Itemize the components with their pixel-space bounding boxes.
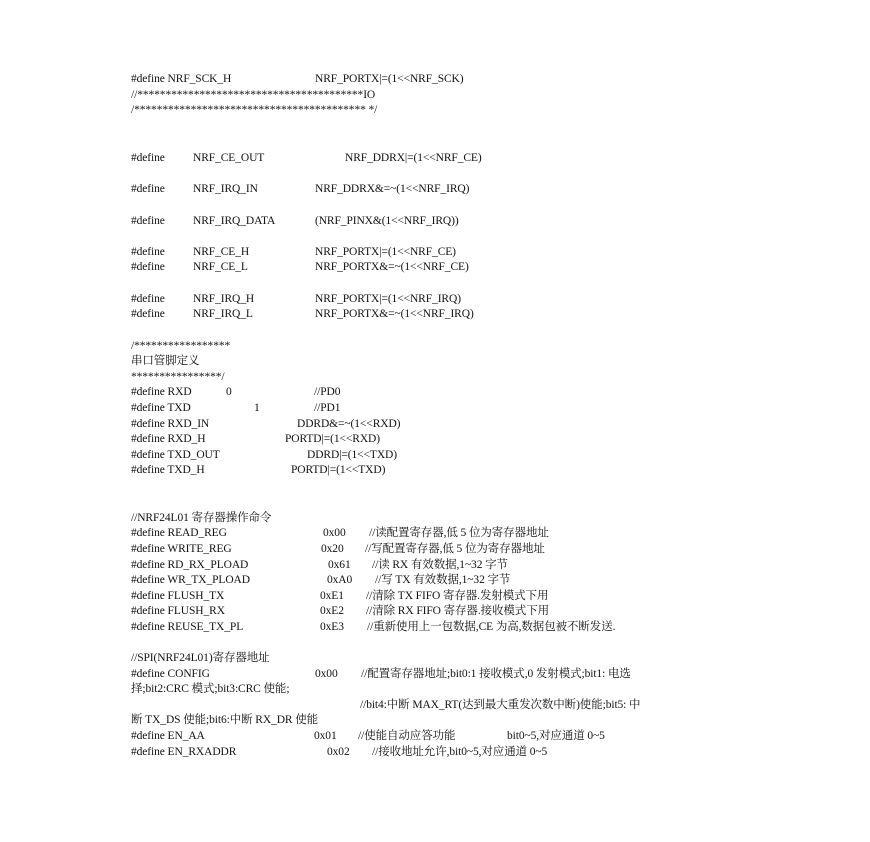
code-token: //读配置寄存器,低 5 位为寄存器地址 bbox=[369, 527, 549, 539]
code-token: //读 RX 有效数据,1~32 字节 bbox=[372, 559, 508, 571]
code-token: 0x61 bbox=[328, 559, 351, 571]
code-token: //清除 TX FIFO 寄存器.发射模式下用 bbox=[366, 590, 549, 602]
code-token: //使能自动应答功能 bbox=[358, 730, 456, 742]
code-line-wr-tx-pload bbox=[131, 572, 511, 588]
code-token: NRF_DDRX|=(1<<NRF_CE) bbox=[345, 152, 482, 164]
code-line-config-cont bbox=[131, 697, 641, 713]
code-line-ce-h bbox=[131, 244, 456, 260]
code-token: NRF_PORTX|=(1<<NRF_SCK) bbox=[315, 73, 464, 85]
code-token: //重新使用上一包数据,CE 为高,数据包被不断发送. bbox=[367, 621, 616, 633]
code-line-rxd bbox=[131, 384, 341, 400]
code-token: NRF_CE_OUT bbox=[193, 152, 265, 164]
code-token: NRF_PORTX|=(1<<NRF_IRQ) bbox=[315, 293, 461, 305]
code-token: #define bbox=[131, 215, 165, 227]
code-token: 0x00 bbox=[315, 668, 338, 680]
comment-line bbox=[131, 87, 376, 103]
comment-heading-spi-registers bbox=[131, 650, 270, 666]
code-line-rd-rx-pload bbox=[131, 557, 508, 573]
code-token: /***************** bbox=[131, 340, 231, 352]
code-token: 0x01 bbox=[314, 730, 337, 742]
comment-line bbox=[131, 338, 231, 354]
code-line-read-reg bbox=[131, 525, 549, 541]
code-token: //****************************************IO bbox=[131, 89, 376, 101]
code-token: #define RXD_IN bbox=[131, 418, 210, 430]
code-token: #define bbox=[131, 261, 165, 273]
code-line-config bbox=[131, 666, 631, 682]
comment-line bbox=[131, 369, 225, 385]
code-token: NRF_DDRX&=~(1<<NRF_IRQ) bbox=[315, 183, 470, 195]
code-line-irq-h bbox=[131, 291, 461, 307]
code-line-flush-tx bbox=[131, 588, 549, 604]
code-token: #define bbox=[131, 183, 165, 195]
code-token: #define bbox=[131, 308, 165, 320]
code-token: #define EN_AA bbox=[131, 730, 205, 742]
comment-line bbox=[131, 102, 378, 118]
code-line-txd-h bbox=[131, 462, 386, 478]
code-token: 0xA0 bbox=[327, 574, 353, 586]
code-token: #define bbox=[131, 293, 165, 305]
code-line-config-cont bbox=[131, 712, 319, 728]
code-token: #define REUSE_TX_PL bbox=[131, 621, 244, 633]
code-token: //PD0 bbox=[314, 386, 341, 398]
code-token: 0xE2 bbox=[320, 605, 344, 617]
code-token: #define RD_RX_PLOAD bbox=[131, 559, 249, 571]
code-line-en-aa bbox=[131, 728, 605, 744]
code-token: //接收地址允许,bit0~5,对应通道 0~5 bbox=[372, 746, 548, 758]
code-token: 0xE3 bbox=[320, 621, 344, 633]
code-token: 0x20 bbox=[321, 543, 344, 555]
code-token: #define bbox=[131, 246, 165, 258]
code-line-en-rxaddr bbox=[131, 744, 548, 760]
code-token: 择;bit2:CRC 模式;bit3:CRC 使能; bbox=[131, 683, 290, 695]
code-token: NRF_CE_L bbox=[193, 261, 248, 273]
code-token: //写 TX 有效数据,1~32 字节 bbox=[375, 574, 511, 586]
code-token: #define READ_REG bbox=[131, 527, 227, 539]
code-token: #define RXD_H bbox=[131, 433, 206, 445]
code-token: //NRF24L01 寄存器操作命令 bbox=[131, 512, 272, 524]
code-token: #define TXD bbox=[131, 402, 191, 414]
code-token: ****************/ bbox=[131, 371, 225, 383]
code-token: 0 bbox=[226, 386, 232, 398]
code-token: 0xE1 bbox=[320, 590, 344, 602]
code-token: PORTD|=(1<<TXD) bbox=[291, 464, 386, 476]
code-token: #define TXD_H bbox=[131, 464, 205, 476]
comment-heading-uart-pins bbox=[131, 353, 200, 369]
code-token: NRF_IRQ_H bbox=[193, 293, 255, 305]
code-line-sck-h bbox=[131, 71, 464, 87]
code-line-irq-data bbox=[131, 213, 459, 229]
comment-heading-register-commands bbox=[131, 510, 272, 526]
code-line-txd bbox=[131, 400, 341, 416]
code-line-irq-l bbox=[131, 306, 474, 322]
code-token: #define RXD bbox=[131, 386, 192, 398]
code-token: #define bbox=[131, 152, 165, 164]
code-line-write-reg bbox=[131, 541, 545, 557]
code-token: #define FLUSH_TX bbox=[131, 590, 225, 602]
code-token: (NRF_PINX&(1<<NRF_IRQ)) bbox=[315, 215, 459, 227]
code-token: 串口管脚定义 bbox=[131, 355, 200, 367]
code-token: //bit4:中断 MAX_RT(达到最大重发次数中断)使能;bit5: 中 bbox=[360, 699, 641, 711]
code-token: 1 bbox=[254, 402, 260, 414]
code-token: DDRD&=~(1<<RXD) bbox=[297, 418, 401, 430]
code-token: 0x00 bbox=[323, 527, 346, 539]
code-token: PORTD|=(1<<RXD) bbox=[285, 433, 380, 445]
code-token: #define WR_TX_PLOAD bbox=[131, 574, 250, 586]
code-token: NRF_IRQ_L bbox=[193, 308, 253, 320]
code-line-irq-in bbox=[131, 181, 470, 197]
code-token: NRF_PORTX&=~(1<<NRF_IRQ) bbox=[315, 308, 474, 320]
code-token: #define FLUSH_RX bbox=[131, 605, 225, 617]
code-token: /***************************************** */ bbox=[131, 104, 378, 116]
code-line-flush-rx bbox=[131, 603, 549, 619]
code-line-txd-out bbox=[131, 447, 397, 463]
code-token: //清除 RX FIFO 寄存器.接收模式下用 bbox=[366, 605, 549, 617]
code-token: #define EN_RXADDR bbox=[131, 746, 237, 758]
code-line-rxd-in bbox=[131, 416, 401, 432]
code-token: //配置寄存器地址;bit0:1 接收模式,0 发射模式;bit1: 电选 bbox=[361, 668, 631, 680]
code-line-rxd-h bbox=[131, 431, 380, 447]
code-token: NRF_IRQ_DATA bbox=[193, 215, 276, 227]
code-line-ce-l bbox=[131, 259, 469, 275]
code-token: //PD1 bbox=[314, 402, 341, 414]
code-token: //写配置寄存器,低 5 位为寄存器地址 bbox=[365, 543, 545, 555]
code-line-ce-out bbox=[131, 150, 482, 166]
code-line-reuse-tx-pl bbox=[131, 619, 616, 635]
code-token: //SPI(NRF24L01)寄存器地址 bbox=[131, 652, 270, 664]
code-token: 0x02 bbox=[327, 746, 350, 758]
code-token: NRF_IRQ_IN bbox=[193, 183, 258, 195]
code-token: 断 TX_DS 使能;bit6:中断 RX_DR 使能 bbox=[131, 714, 319, 726]
code-token: #define CONFIG bbox=[131, 668, 210, 680]
code-token: #define TXD_OUT bbox=[131, 449, 220, 461]
code-line-config-cont bbox=[131, 681, 290, 697]
code-token: NRF_CE_H bbox=[193, 246, 250, 258]
code-token: NRF_PORTX|=(1<<NRF_CE) bbox=[315, 246, 456, 258]
code-token: DDRD|=(1<<TXD) bbox=[307, 449, 397, 461]
code-token: #define WRITE_REG bbox=[131, 543, 232, 555]
code-token: #define NRF_SCK_H bbox=[131, 73, 232, 85]
code-token: bit0~5,对应通道 0~5 bbox=[507, 730, 605, 742]
code-token: NRF_PORTX&=~(1<<NRF_CE) bbox=[315, 261, 469, 273]
